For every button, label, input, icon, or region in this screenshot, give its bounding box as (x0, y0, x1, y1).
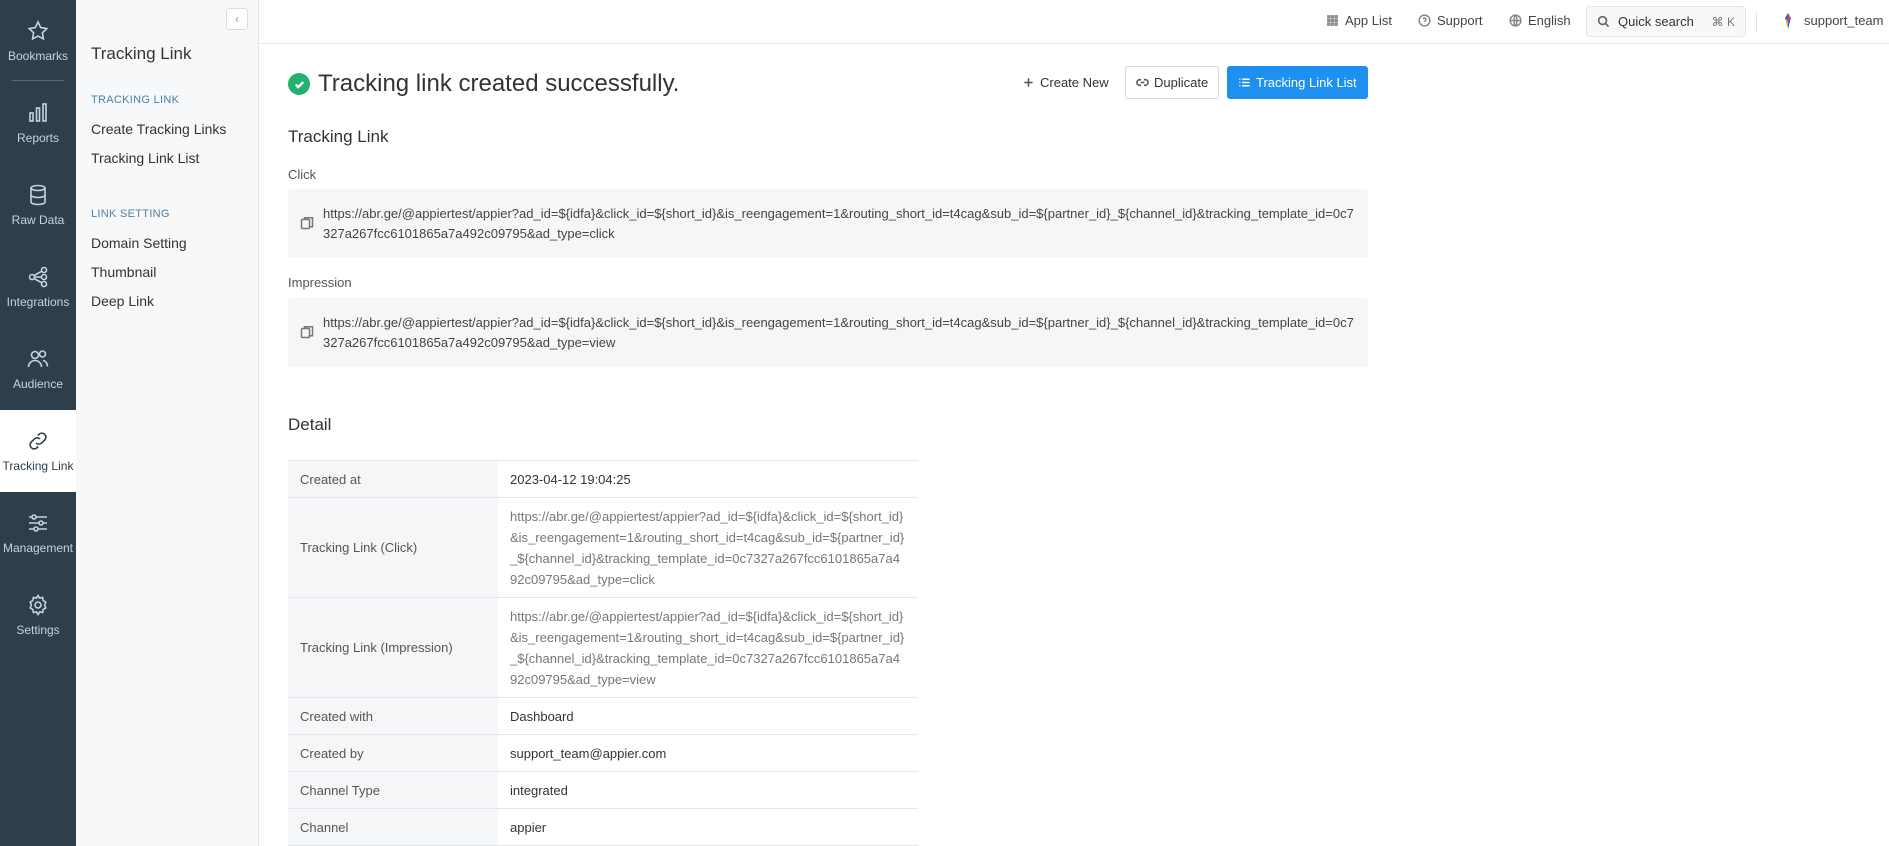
app-list-button[interactable] (1326, 13, 1392, 28)
rail-item-management[interactable] (0, 492, 76, 574)
detail-value: Dashboard (510, 708, 574, 724)
rail-label: Management (2, 541, 74, 555)
sidebar-item-thumbnail[interactable]: Thumbnail (91, 264, 157, 280)
avatar[interactable] (1778, 11, 1798, 31)
duplicate-button[interactable] (1125, 66, 1219, 99)
search-icon (1597, 15, 1610, 28)
impression-url: https://abr.ge/@appiertest/appier?ad_id=${idfa}&click_id=${short_id}&is_reengagement=1&routing_short_id=t4cag&sub_id=${partner_id}_${channel_id}&tracking_template_id=0c7327a267fcc6101865a7a492c09795&ad_type=view (323, 315, 1354, 350)
bar-chart-icon (26, 101, 50, 125)
rail-divider (12, 80, 64, 81)
users-icon (26, 347, 50, 371)
detail-value: 2023-04-12 19:04:25 (510, 471, 631, 487)
database-icon (26, 183, 50, 207)
secondary-sidebar (76, 0, 259, 846)
quick-search-button[interactable] (1586, 6, 1746, 37)
rail-item-reports[interactable] (0, 82, 76, 164)
rail-label: Reports (16, 131, 60, 145)
click-label: Click (288, 167, 317, 182)
page-title (288, 70, 679, 98)
rail-item-bookmarks[interactable] (0, 0, 76, 82)
impression-label: Impression (288, 275, 352, 290)
table-row (288, 461, 918, 498)
create-new-button[interactable] (1012, 66, 1119, 99)
copy-icon[interactable] (300, 216, 314, 230)
username: support_team (1804, 13, 1884, 28)
detail-key: Created by (288, 735, 498, 771)
grid-icon (1326, 14, 1339, 27)
icon-rail (0, 0, 76, 846)
rail-label: Integrations (6, 295, 70, 309)
table-row (288, 809, 918, 846)
detail-value: https://abr.ge/@appiertest/appier?ad_id=${idfa}&click_id=${short_id}&is_reengagement=1&routing_short_id=t4cag&sub_id=${partner_id}_${channel_id}&tracking_template_id=0c7327a267fcc6101865a7a492c09795&ad_type=click (510, 508, 905, 587)
gear-icon (26, 593, 50, 617)
star-icon (26, 19, 50, 43)
quick-search-label: Quick search (1618, 14, 1694, 29)
sidebar-item-deep-link[interactable]: Deep Link (91, 293, 155, 309)
detail-section-title: Detail (288, 415, 332, 434)
create-new-label: Create New (1040, 75, 1109, 90)
detail-key: Created at (288, 461, 498, 497)
table-row (288, 735, 918, 772)
tracking-link-section-title: Tracking Link (288, 127, 389, 146)
sliders-icon (26, 511, 50, 535)
integrations-icon (26, 265, 50, 289)
table-row (288, 698, 918, 735)
sidebar-title: Tracking Link (91, 44, 192, 63)
keyboard-shortcut: ⌘ K (1711, 14, 1735, 29)
sidebar-item-create-tracking-links[interactable]: Create Tracking Links (91, 121, 227, 137)
list-icon (1238, 76, 1251, 89)
detail-key: Created with (288, 698, 498, 734)
app-list-label: App List (1345, 13, 1392, 28)
top-bar (259, 0, 1889, 44)
support-button[interactable] (1418, 13, 1483, 28)
check-circle-icon (288, 73, 310, 95)
click-url-box[interactable] (288, 189, 1368, 258)
rail-item-settings[interactable] (0, 574, 76, 656)
impression-url-box[interactable] (288, 298, 1368, 367)
language-label: English (1528, 13, 1571, 28)
rail-item-tracking-link[interactable] (0, 410, 76, 492)
rail-label: Audience (12, 377, 64, 391)
detail-table (288, 460, 918, 846)
chevron-left-icon: ‹ (235, 12, 239, 26)
table-row (288, 598, 918, 698)
sidebar-item-domain-setting[interactable]: Domain Setting (91, 235, 187, 251)
rail-label: Raw Data (11, 213, 65, 227)
detail-value: https://abr.ge/@appiertest/appier?ad_id=${idfa}&click_id=${short_id}&is_reengagement=1&routing_short_id=t4cag&sub_id=${partner_id}_${channel_id}&tracking_template_id=0c7327a267fcc6101865a7a492c09795&ad_type=view (510, 608, 905, 687)
sidebar-group-link-setting: LINK SETTING (91, 208, 170, 220)
detail-key: Tracking Link (Click) (288, 498, 498, 597)
plus-icon (1022, 76, 1035, 89)
success-message: Tracking link created successfully. (318, 70, 680, 97)
tracking-link-list-button[interactable] (1227, 66, 1368, 99)
table-row (288, 498, 918, 598)
rail-label: Bookmarks (7, 49, 69, 63)
help-circle-icon (1418, 14, 1431, 27)
link-icon (1136, 76, 1149, 89)
rail-item-audience[interactable] (0, 328, 76, 410)
sidebar-item-tracking-link-list[interactable]: Tracking Link List (91, 150, 200, 166)
globe-icon (1509, 14, 1522, 27)
rail-item-raw-data[interactable] (0, 164, 76, 246)
detail-key: Tracking Link (Impression) (288, 598, 498, 697)
user-menu[interactable] (1804, 13, 1884, 28)
language-selector[interactable] (1509, 13, 1571, 28)
detail-key: Channel (288, 809, 498, 845)
link-icon (26, 429, 50, 453)
rail-item-integrations[interactable] (0, 246, 76, 328)
collapse-sidebar-button[interactable] (226, 8, 248, 30)
detail-value: integrated (510, 782, 568, 798)
tracking-link-list-label: Tracking Link List (1256, 75, 1357, 90)
rail-label: Settings (16, 623, 60, 637)
copy-icon[interactable] (300, 325, 314, 339)
detail-value: appier (510, 819, 547, 835)
detail-value: support_team@appier.com (510, 745, 667, 761)
click-url: https://abr.ge/@appiertest/appier?ad_id=${idfa}&click_id=${short_id}&is_reengagement=1&routing_short_id=t4cag&sub_id=${partner_id}_${channel_id}&tracking_template_id=0c7327a267fcc6101865a7a492c09795&ad_type=click (323, 206, 1354, 241)
top-divider (1756, 12, 1757, 32)
support-label: Support (1437, 13, 1483, 28)
duplicate-label: Duplicate (1154, 75, 1209, 90)
sidebar-group-tracking-link: TRACKING LINK (91, 94, 180, 106)
rail-label: Tracking Link (2, 459, 74, 473)
detail-key: Channel Type (288, 772, 498, 808)
table-row (288, 772, 918, 809)
